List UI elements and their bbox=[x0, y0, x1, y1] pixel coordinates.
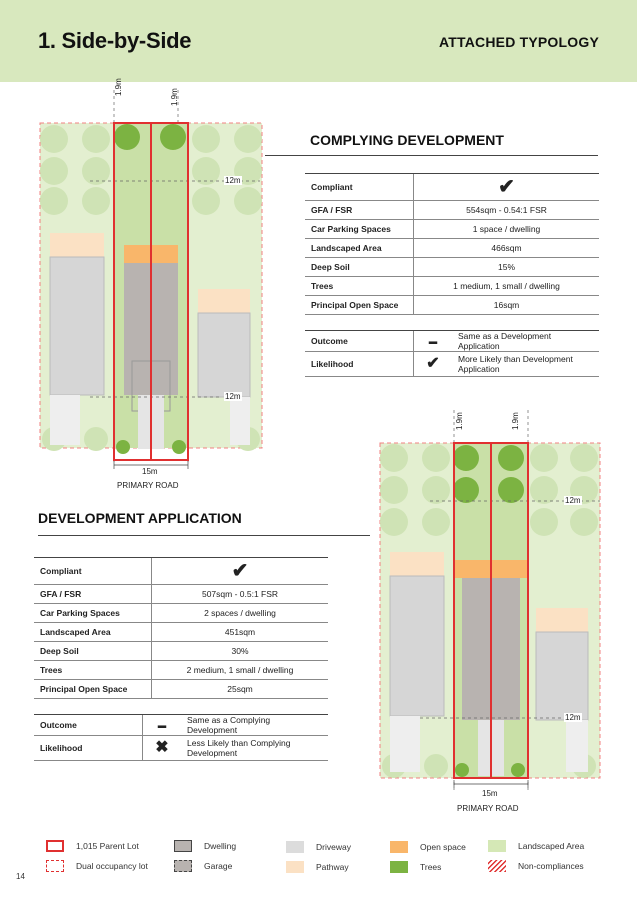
complying-row-value: 554sqm - 0.54:1 FSR bbox=[414, 201, 600, 220]
page-title: 1. Side-by-Side bbox=[38, 28, 192, 53]
development-row-value: 507sqm - 0.5:1 FSR bbox=[152, 585, 329, 604]
complying-title: COMPLYING DEVELOPMENT bbox=[310, 132, 504, 148]
legend-noncompliance-label: Non-compliances bbox=[518, 861, 584, 871]
legend-driveway-label: Driveway bbox=[316, 842, 351, 852]
complying-row-key: Trees bbox=[305, 277, 414, 296]
development-row-key: Trees bbox=[34, 661, 152, 680]
complying-likelihood-check: ✔ bbox=[414, 352, 453, 377]
legend-trees-label: Trees bbox=[420, 862, 442, 872]
legend-trees-swatch bbox=[390, 861, 408, 873]
development-likelihood-label: Likelihood bbox=[34, 736, 143, 761]
complying-row-key: Deep Soil bbox=[305, 258, 414, 277]
complying-outcome-label: Outcome bbox=[305, 331, 414, 352]
complying-outcome-dash: ▬ bbox=[414, 331, 453, 352]
bottom-setback-rear: 12m bbox=[565, 713, 581, 722]
development-outcome-value: Same as a Complying Development bbox=[181, 715, 328, 736]
legend-dual-lot-label: Dual occupancy lot bbox=[76, 861, 148, 871]
development-row-value: 2 medium, 1 small / dwelling bbox=[152, 661, 329, 680]
complying-row-value: 466sqm bbox=[414, 239, 600, 258]
legend-dwelling-label: Dwelling bbox=[204, 841, 237, 851]
legend-garage-swatch bbox=[174, 860, 192, 872]
top-dim-left: 1.9m bbox=[114, 78, 123, 96]
bottom-dim-right: 1.9m bbox=[511, 412, 520, 430]
complying-compliant-check: ✔ bbox=[414, 174, 600, 201]
top-road-label: PRIMARY ROAD bbox=[117, 481, 179, 490]
development-outcome-dash: ▬ bbox=[143, 715, 182, 736]
top-setback-rear: 12m bbox=[225, 392, 241, 401]
legend-pathway-label: Pathway bbox=[316, 862, 349, 872]
bottom-width: 15m bbox=[482, 789, 498, 798]
development-compliant-label: Compliant bbox=[34, 558, 152, 585]
legend-parent-lot-swatch bbox=[46, 840, 64, 852]
development-row-key: Car Parking Spaces bbox=[34, 604, 152, 623]
complying-row-value: 1 space / dwelling bbox=[414, 220, 600, 239]
legend-pathway-swatch bbox=[286, 861, 304, 873]
complying-row-value: 1 medium, 1 small / dwelling bbox=[414, 277, 600, 296]
development-row-value: 25sqm bbox=[152, 680, 329, 699]
legend-parent-lot-label: 1,015 Parent Lot bbox=[76, 841, 139, 851]
development-row-key: Principal Open Space bbox=[34, 680, 152, 699]
complying-likelihood-value: More Likely than Development Application bbox=[452, 352, 599, 377]
complying-row-key: GFA / FSR bbox=[305, 201, 414, 220]
complying-compliant-label: Compliant bbox=[305, 174, 414, 201]
complying-row-value: 15% bbox=[414, 258, 600, 277]
complying-row-key: Car Parking Spaces bbox=[305, 220, 414, 239]
complying-row-key: Principal Open Space bbox=[305, 296, 414, 315]
complying-likelihood-label: Likelihood bbox=[305, 352, 414, 377]
complying-outcome-value: Same as a Development Application bbox=[452, 331, 599, 352]
legend-open-space-swatch bbox=[390, 841, 408, 853]
development-title: DEVELOPMENT APPLICATION bbox=[38, 510, 242, 526]
development-row-key: GFA / FSR bbox=[34, 585, 152, 604]
bottom-setback-front: 12m bbox=[565, 496, 581, 505]
bottom-dim-left: 1.9m bbox=[455, 412, 464, 430]
legend-landscaped-label: Landscaped Area bbox=[518, 841, 585, 851]
development-likelihood-cross: ✖ bbox=[143, 736, 182, 761]
development-outcome-label: Outcome bbox=[34, 715, 143, 736]
top-width: 15m bbox=[142, 467, 158, 476]
complying-row-key: Landscaped Area bbox=[305, 239, 414, 258]
legend-dual-lot-swatch bbox=[46, 860, 64, 872]
complying-row-value: 16sqm bbox=[414, 296, 600, 315]
development-row-value: 451sqm bbox=[152, 623, 329, 642]
development-likelihood-value: Less Likely than Complying Development bbox=[181, 736, 328, 761]
legend-noncompliance-swatch bbox=[488, 860, 506, 872]
legend-garage-label: Garage bbox=[204, 861, 233, 871]
legend-driveway-swatch bbox=[286, 841, 304, 853]
legend-landscaped-swatch bbox=[488, 840, 506, 852]
top-dim-right: 1.9m bbox=[170, 88, 179, 106]
top-setback-front: 12m bbox=[225, 176, 241, 185]
typology-label: ATTACHED TYPOLOGY bbox=[439, 34, 599, 50]
bottom-road-label: PRIMARY ROAD bbox=[457, 804, 519, 813]
page-number: 14 bbox=[16, 872, 25, 881]
development-row-value: 30% bbox=[152, 642, 329, 661]
development-row-key: Landscaped Area bbox=[34, 623, 152, 642]
development-row-key: Deep Soil bbox=[34, 642, 152, 661]
legend-open-space-label: Open space bbox=[420, 842, 466, 852]
development-compliant-check: ✔ bbox=[152, 558, 329, 585]
legend-dwelling-swatch bbox=[174, 840, 192, 852]
development-row-value: 2 spaces / dwelling bbox=[152, 604, 329, 623]
